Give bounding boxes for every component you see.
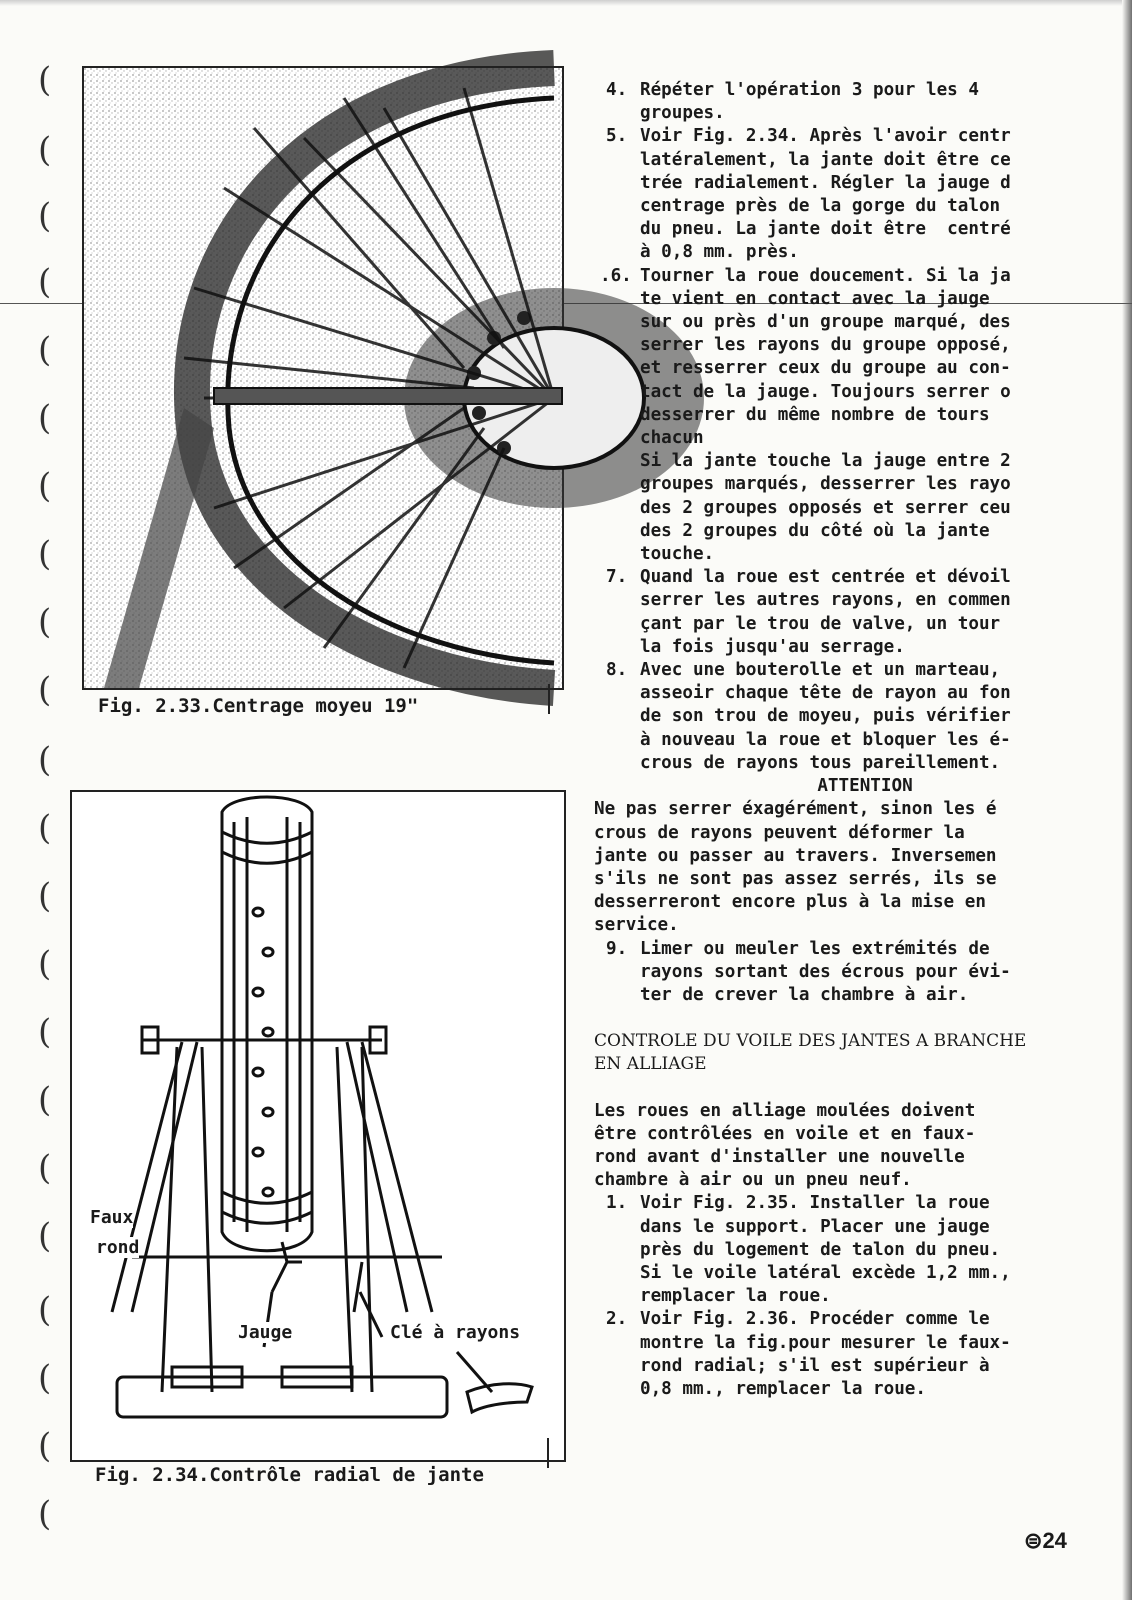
binding-hole-icon: ( (38, 808, 52, 848)
figure-2-34-truing-stand-drawing (70, 790, 566, 1462)
binding-hole-icon: ( (38, 196, 52, 236)
binding-hole-icon: ( (38, 740, 52, 780)
binding-hole-icon: ( (38, 262, 52, 302)
page-logo-icon: ⊜ (1024, 1528, 1043, 1553)
step-text: Limer ou meuler les extrémités de rayons sortant des écrous pour évi- ter de crever la chambre à air. (640, 938, 1011, 1005)
step-number: 8. (606, 660, 628, 681)
binding-hole-icon: ( (38, 1290, 52, 1330)
figure-2-33-caption: Fig. 2.33.Centrage moyeu 19" (98, 695, 419, 717)
step-7 (606, 566, 1124, 659)
step-9 (606, 938, 1124, 1008)
binding-hole-icon: ( (38, 1358, 52, 1398)
step-text: Voir Fig. 2.36. Procéder comme le montre la fig.pour mesurer le faux- rond radial; s'il est supérieur à 0,8 mm., remplacer la roue. (640, 1309, 1011, 1399)
scan-edge-top (0, 0, 1132, 6)
step-text: Répéter l'opération 3 pour les 4 groupes. (640, 80, 979, 124)
step-4 (606, 79, 1124, 125)
step-number: 7. (606, 567, 628, 588)
page-number (1024, 1528, 1067, 1554)
step-number: 2. (606, 1309, 628, 1330)
binding-hole-icon: ( (38, 330, 52, 370)
binding-hole-icon: ( (38, 534, 52, 574)
step-text: Voir Fig. 2.34. Après l'avoir centr latéralement, la jante doit être ce trée radialement. Régler la jauge d centrage près de la gorge du talon du pneu. La jante doit être centré à 0,8 mm. près. (640, 126, 1011, 263)
binding-hole-icon: ( (38, 670, 52, 710)
wheel-photo-illustration (84, 68, 562, 688)
section-step-2 (606, 1308, 1124, 1401)
section-heading: CONTROLE DU VOILE DES JANTES A BRANCHE EN ALLIAGE (594, 1031, 1027, 1075)
binding-hole-icon: ( (38, 398, 52, 438)
instructions-column (594, 79, 1124, 1401)
label-faux: Faux (90, 1207, 134, 1228)
binding-hole-icon: ( (38, 130, 52, 170)
binding-holes (0, 0, 80, 1600)
binding-hole-icon: ( (38, 602, 52, 642)
step-number: 9. (606, 938, 628, 959)
page-number-value: 24 (1042, 1528, 1067, 1553)
step-number: 1. (606, 1193, 628, 1214)
binding-hole-icon: ( (38, 1080, 52, 1120)
column-rule (548, 684, 550, 714)
binding-hole-icon: ( (38, 876, 52, 916)
figure-2-33-wheel-photo (82, 66, 564, 690)
step-text: Voir Fig. 2.35. Installer la roue dans le support. Placer une jauge près du logement de talon du pneu. Si le voile latéral excède 1,2 mm., remplacer la roue. (640, 1193, 1011, 1307)
binding-hole-icon: ( (38, 1426, 52, 1466)
step-number: 5. (606, 126, 628, 147)
step-8 (606, 659, 1124, 775)
column-rule (547, 1438, 549, 1468)
step-6 (600, 265, 1124, 567)
binding-hole-icon: ( (38, 1216, 52, 1256)
label-cle-a-rayons: Clé à rayons (390, 1322, 521, 1343)
label-jauge: Jauge (238, 1322, 293, 1343)
truing-stand-illustration (72, 792, 564, 1460)
step-text: Quand la roue est centrée et dévoil serrer les autres rayons, en commen çant par le trou de valve, un tour la fois jusqu'au serrage. (640, 567, 1011, 657)
figure-2-34-caption: Fig. 2.34.Contrôle radial de jante (95, 1464, 484, 1486)
attention-heading: ATTENTION (817, 776, 913, 797)
step-text: Tourner la roue doucement. Si la ja te vient en contact avec la jauge sur ou près d'un groupe marqué, des serrer les rayons du groupe opposé, et resserrer ceux du groupe au con- tact de la jauge. Toujours serrer o desserrer du même nombre de tours chacun Si la jante touche la jauge entre 2 groupes marqués, desserrer les rayo des 2 groupes opposés et serrer ceu des 2 groupes du côté où la jante touche. (640, 265, 1011, 565)
step-5 (606, 125, 1124, 264)
binding-hole-icon: ( (38, 1148, 52, 1188)
binding-hole-icon: ( (38, 466, 52, 506)
binding-hole-icon: ( (38, 1012, 52, 1052)
section-step-1 (606, 1192, 1124, 1308)
attention-body: Ne pas serrer éxagérément, sinon les é crous de rayons peuvent déformer la jante ou passer au travers. Inversemen s'ils ne sont pas assez serrés, ils se desserreront encore plus à la mise en service. (594, 799, 997, 936)
binding-hole-icon: ( (38, 1494, 52, 1534)
label-rond: rond (96, 1237, 140, 1258)
binding-hole-icon: ( (38, 944, 52, 984)
binding-hole-icon: ( (38, 60, 52, 100)
step-text: Avec une bouterolle et un marteau, asseoir chaque tête de rayon au fon de son trou de moyeu, puis vérifier à nouveau la roue et bloquer les é- crous de rayons tous pareillement. (640, 660, 1011, 773)
step-number: 4. (606, 80, 628, 100)
step-number: .6. (600, 265, 632, 286)
section-intro: Les roues en alliage moulées doivent être contrôlées en voile et en faux- rond avant d'installer une nouvelle chambre à air ou un pneu neuf. (594, 1100, 976, 1191)
